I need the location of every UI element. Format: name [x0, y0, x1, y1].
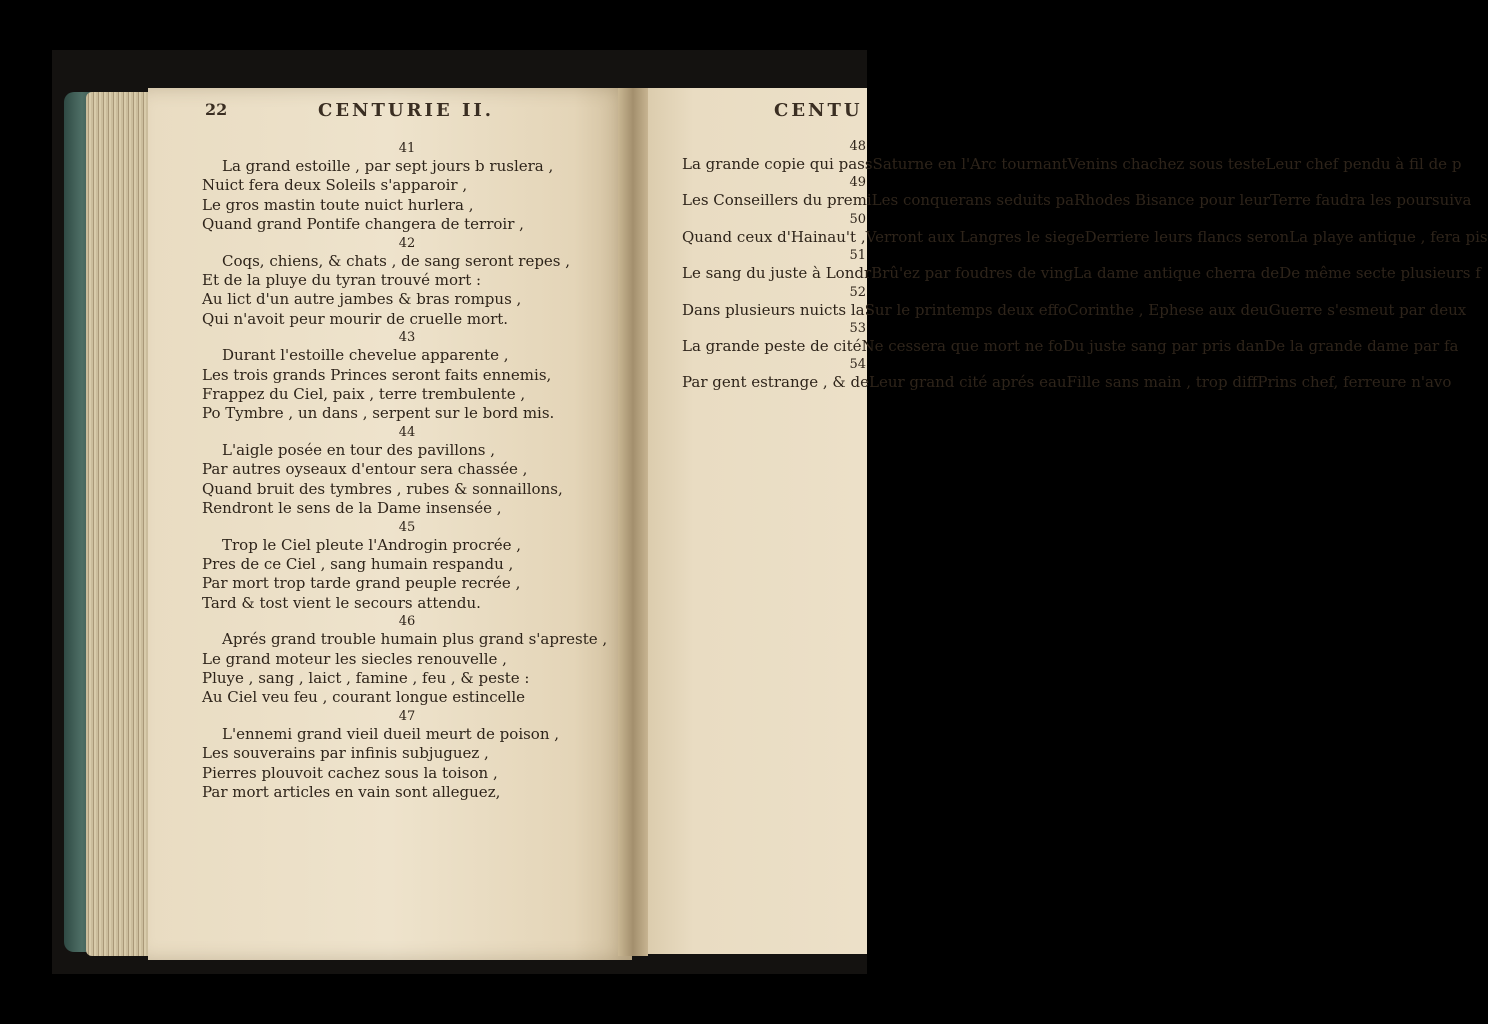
quatrain-number: 42	[398, 235, 416, 251]
verse-line: La dame antique cherra de	[1073, 264, 1280, 283]
running-head-left: CENTURIE II.	[318, 100, 495, 121]
verse-line: De la grande dame par fa	[1264, 337, 1459, 356]
verse-line: Aprés grand trouble humain plus grand s'apreste ,	[222, 630, 608, 649]
quatrain-number: 53	[849, 321, 866, 337]
verse-line: Au Ciel veu feu , courant longue estincelle	[202, 688, 526, 707]
book-gutter	[618, 88, 648, 956]
quatrain-number: 52	[849, 284, 866, 300]
verse-line: Coqs, chiens, & chats , de sang seront repes ,	[222, 251, 571, 270]
verse-line: Et de la pluye du tyran trouvé mort :	[202, 271, 482, 290]
verse-line: Qui n'avoit peur mourir de cruelle mort.	[202, 309, 509, 328]
quatrain-number: 49	[849, 175, 866, 191]
quatrain-number: 45	[398, 519, 416, 535]
verse-line: Par autres oyseaux d'entour sera chassée ,	[202, 460, 528, 479]
verse-line: La grande peste de cité	[682, 337, 862, 356]
verse-line: Du juste sang par pris dan	[1062, 337, 1265, 356]
quatrain-number: 41	[398, 141, 416, 156]
verse-line: Quand ceux d'Hainau't ,	[682, 227, 866, 246]
verse-line: Pierres plouvoit cachez sous la toison ,	[202, 763, 498, 782]
verse-line: Sur le printemps deux effo	[864, 300, 1068, 319]
verse-line: Rhodes Bisance pour leur	[1074, 191, 1270, 210]
verse-line: Quand bruit des tymbres , rubes & sonnaillons,	[202, 479, 563, 498]
verse-line: Trop le Ciel pleute l'Androgin procrée ,	[222, 535, 522, 554]
verse-line: Terre faudra les poursuiva	[1269, 191, 1472, 210]
quatrain-number: 46	[398, 614, 416, 630]
verse-line: Leur chef pendu à fil de p	[1265, 155, 1462, 173]
verse-line: Venins chachez sous teste	[1067, 155, 1266, 173]
page-number: 22	[205, 100, 228, 119]
verse-line: L'aigle posée en tour des pavillons ,	[222, 440, 495, 459]
verse-line: Le gros mastin toute nuict hurlera ,	[202, 195, 474, 214]
verse-line: Corinthe , Ephese aux deu	[1067, 300, 1269, 319]
quatrain-number: 47	[398, 708, 416, 724]
verse-line: Po Tymbre , un dans , serpent sur le bord mis.	[202, 404, 555, 423]
verse-line: Les conquerans seduits pa	[871, 191, 1075, 210]
quatrain-number: 50	[849, 211, 866, 227]
verse-line: Au lict d'un autre jambes & bras rompus ,	[202, 290, 522, 309]
verse-line: La playe antique , fera pis	[1289, 227, 1488, 246]
quatrain-number: 44	[398, 424, 416, 440]
verse-line: Les trois grands Princes seront faits ennemis,	[202, 365, 552, 384]
quatrain-number: 43	[398, 330, 416, 346]
verse-line: Les Conseillers du premi	[682, 191, 872, 210]
verse-line: Fille sans main , trop diff	[1066, 373, 1258, 392]
verse-line: Tard & tost vient le secours attendu.	[202, 593, 481, 612]
left-page-text	[202, 140, 612, 802]
verse-line: Par gent estrange , & de	[682, 373, 869, 392]
verse-line: Par mort trop tarde grand peuple recrée ,	[202, 574, 521, 593]
verse-line: Le grand moteur les siecles renouvelle ,	[202, 649, 507, 668]
verse-line: Leur grand cité aprés eau	[869, 373, 1067, 392]
quatrain-number: 51	[849, 248, 866, 264]
verse-line: Brû'ez par foudres de ving	[871, 264, 1074, 283]
verse-line: La grand estoille , par sept jours b ruslera ,	[222, 157, 554, 175]
verse-line: Les souverains par infinis subjuguez ,	[202, 744, 489, 763]
page-edges	[86, 92, 156, 956]
running-head-right: CENTU	[774, 100, 863, 121]
verse-line: Quand grand Pontife changera de terroir ,	[202, 215, 524, 234]
verse-line: Ne cessera que mort ne fo	[861, 337, 1063, 356]
verse-line: Par mort articles en vain sont alleguez,	[202, 782, 501, 801]
verse-line: Derriere leurs flancs seron	[1084, 227, 1290, 246]
verse-line: Guerre s'esmeut par deux	[1268, 300, 1467, 319]
verse-line: Frappez du Ciel, paix , terre trembulente ,	[202, 385, 526, 404]
verse-line: Saturne en l'Arc tournant	[872, 155, 1068, 173]
verse-line: Dans plusieurs nuicts la	[682, 300, 865, 319]
verse-line: Durant l'estoille chevelue apparente ,	[222, 346, 509, 365]
verse-line: Pres de ce Ciel , sang humain respandu ,	[202, 554, 514, 573]
verse-line: La grande copie qui pass	[682, 155, 873, 173]
quatrain-number: 54	[849, 357, 866, 373]
verse-line: Rendront le sens de la Dame insensée ,	[202, 499, 502, 518]
verse-line: Nuict fera deux Soleils s'apparoir ,	[202, 176, 468, 195]
verse-line: Le sang du juste à Londr	[682, 264, 872, 283]
verse-line: Prins chef, ferreure n'avo	[1257, 373, 1452, 392]
right-page-text	[662, 138, 1488, 393]
verse-line: Pluye , sang , laict , famine , feu , & peste :	[202, 668, 530, 687]
verse-line: De même secte plusieurs f	[1279, 264, 1481, 283]
verse-line: L'ennemi grand vieil dueil meurt de poison ,	[222, 724, 560, 743]
verse-line: Verront aux Langres le siege	[865, 227, 1085, 246]
quatrain-number: 48	[849, 139, 866, 154]
